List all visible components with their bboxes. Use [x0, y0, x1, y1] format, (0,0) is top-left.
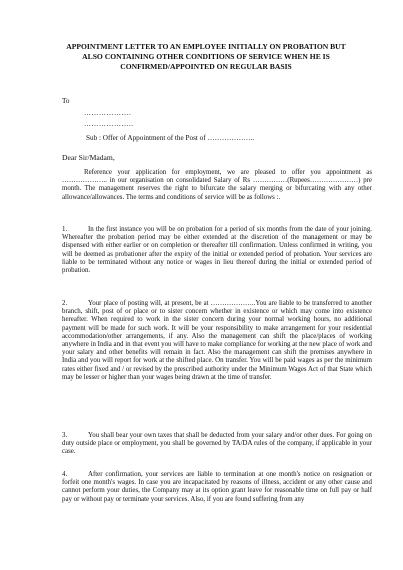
clause-number: 3. — [62, 432, 68, 439]
clause-text: In the first instance you will be on probation for a period of six months from the date of your joining. Whereafter the probation period may be either extended at the discretion of the management or may be dispensed with either earlier or on completion or thereafter till confirmation. Unless confirmed in writing, you will be deemed as probationer after the expiry of the initial or extended period of probation. Your services are liable to be terminated without any notice or wages in lieu thereof during the initial or extended period of probation. — [62, 226, 372, 275]
clause-number: 1. — [62, 226, 68, 233]
address-line-2: ……………….. — [84, 120, 134, 128]
clause-text: Your place of posting will, at present, be at ………………..You are liable to be transferred to another branch, shift, post of or place or to sister concern whether in existence or which may come into existence hereafter. When required to work in the sister concern during your normal working hours, no additional payment will be made for such work. It will be your responsibility to make arrangement for your residential accommodation/other arrangements, if any. Also the management can shift the place/places of working anywhere in India and in that event you will have to make compliance for working at the new place of work and your salary and other benefits will remain in fact. Also the management can shift the premises anywhere in India and you will report for work at the shifted place. On transfer. You will be paid wages as per the minimum rates either fixed and / or revised by the prescribed authority under the Minimum Wages Act of that State which may be lesser or higher than your wages being drawn at the time of transfer. — [62, 300, 372, 381]
clause-2 — [62, 300, 372, 382]
subject-line: Sub : Offer of Appointment of the Post of ……………….. — [86, 134, 255, 142]
intro-paragraph: Reference your application for employment, we are pleased to offer you appointment as ……………….. in our organisation on consolidated Salary of Rs ……………(Rupees…………………) pre month. The management reserves the right to bifurcate the salary merging or bifurcating with any other allowance/allowances. The terms and conditions of service will be as follows :. — [62, 169, 372, 201]
address-line-1: ………………. — [84, 109, 132, 117]
clause-text: After confirmation, your services are liable to termination at one month's notice on resignation or forfeit one month's wages. In case you are incapacitated by reasons of illness, accident or any other cause and cannot perform your duties, the Company may at its option grant leave for reasonable time on full pay or half pay or without pay or terminate your services. Also, if you are found suffering from any — [62, 471, 372, 503]
clause-number: 2. — [62, 300, 68, 307]
clause-text: You shall bear your own taxes that shall be deducted from your salary and/or other dues. For going on duty outside place or employment, you shall be governed by TA/DA rules of the company, if applicable in your case. — [62, 432, 372, 456]
clause-1 — [62, 226, 372, 275]
clause-4 — [62, 471, 372, 504]
clause-3 — [62, 432, 372, 457]
letter-title: APPOINTMENT LETTER TO AN EMPLOYEE INITIALLY ON PROBATION BUT ALSO CONTAINING OTHER CONDITIONS OF SERVICE WHEN HE IS CONFIRMED/APPOINTED ON REGULAR BASIS — [66, 42, 346, 71]
clause-number: 4. — [62, 471, 68, 478]
to-label: To — [62, 97, 70, 105]
salutation: Dear Sir/Madam, — [62, 153, 115, 162]
